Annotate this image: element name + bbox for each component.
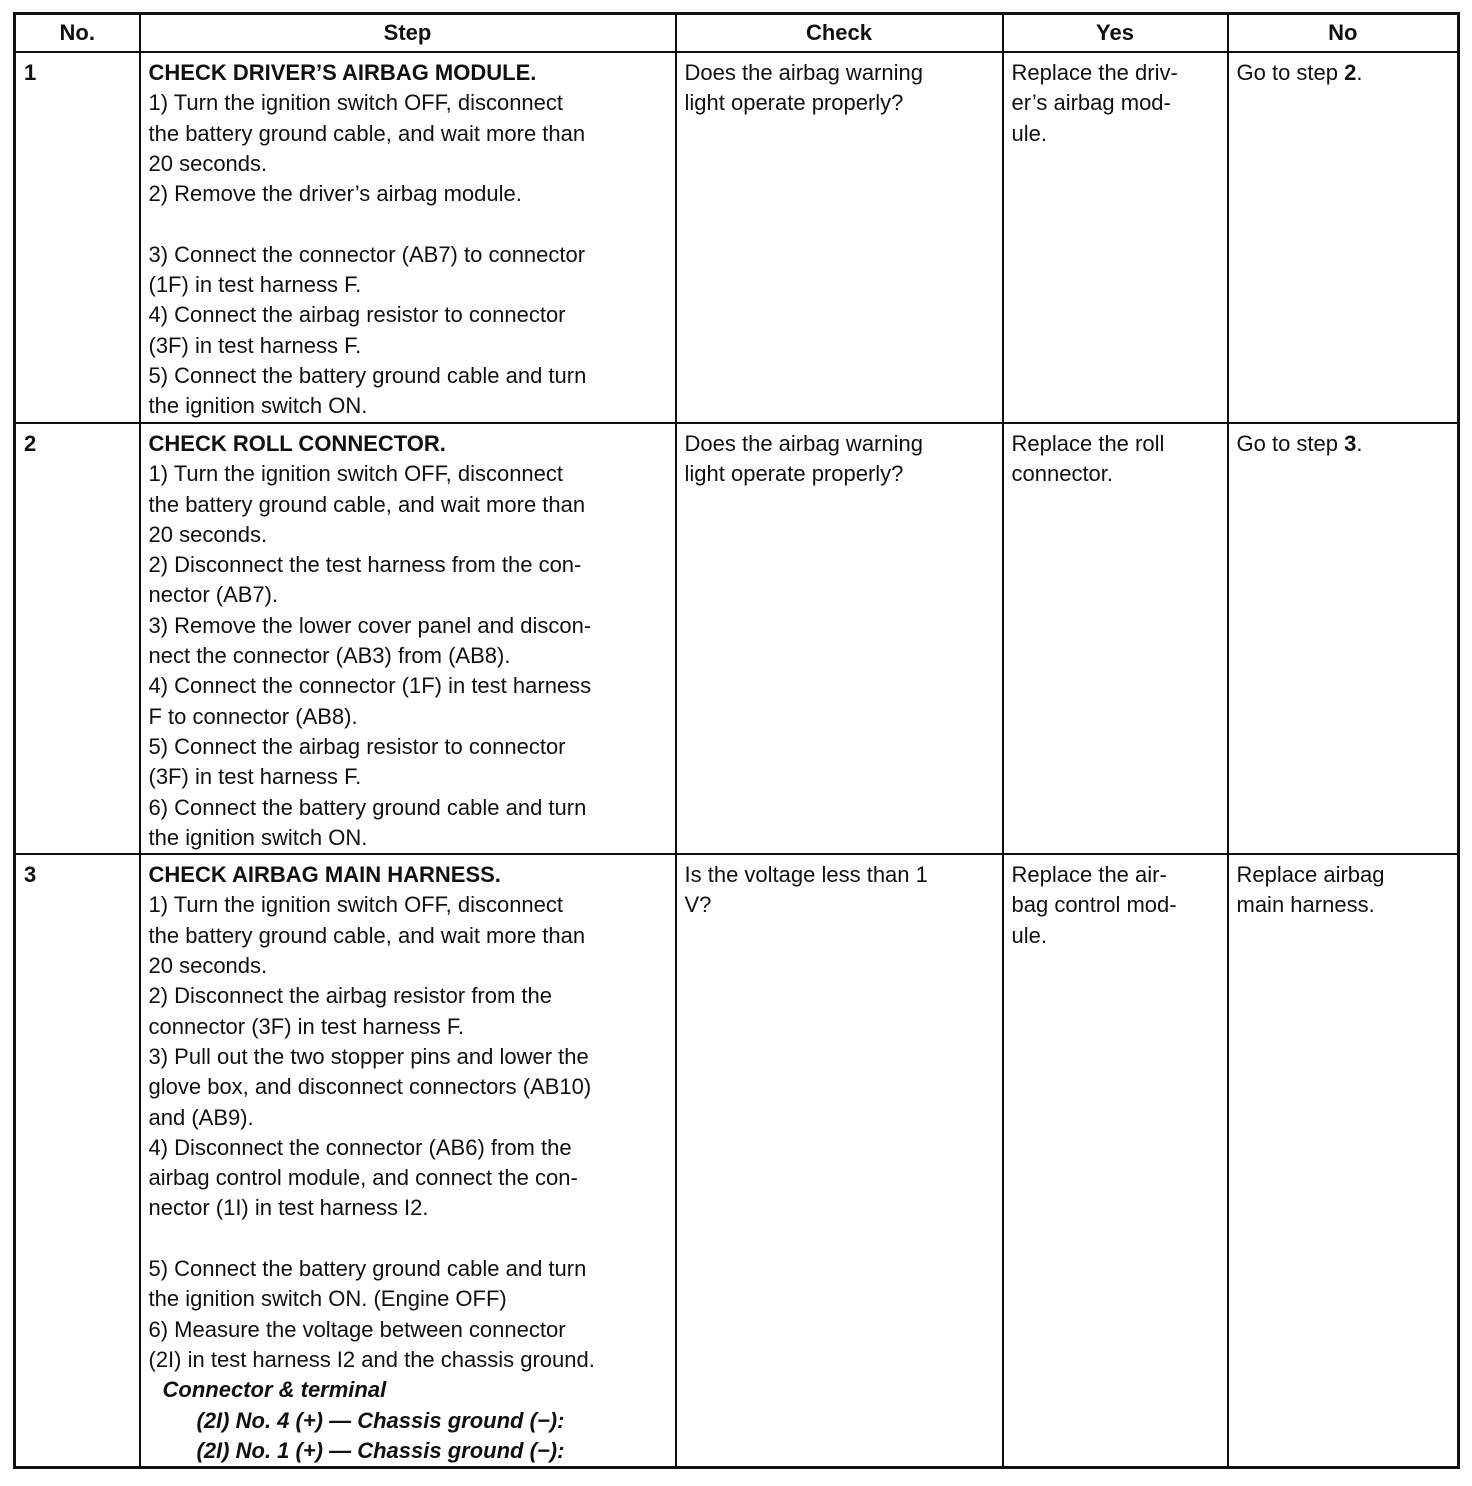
step-line: the battery ground cable, and wait more than [148, 491, 586, 517]
no-prefix: Go to step [1236, 60, 1345, 85]
yes-line: ule. [1011, 922, 1047, 948]
no-line: Replace airbag [1236, 862, 1385, 888]
yes-cell [1003, 52, 1228, 423]
diagnostic-table [13, 12, 1460, 1469]
yes-line: bag control mod- [1011, 892, 1177, 918]
header-no-answer: No [1228, 14, 1459, 53]
row-number: 1 [15, 52, 140, 423]
header-check: Check [676, 14, 1003, 53]
step-line: 2) Disconnect the airbag resistor from the [148, 983, 553, 1009]
check-cell [676, 52, 1003, 423]
no-suffix: . [1356, 431, 1363, 456]
step-line: 6) Connect the battery ground cable and turn [148, 794, 587, 820]
step-line: nect the connector (AB3) from (AB8). [148, 643, 511, 669]
no-cell [1228, 854, 1459, 1467]
header-yes: Yes [1003, 14, 1228, 53]
step-line: the ignition switch ON. [148, 393, 368, 419]
header-row [15, 14, 1459, 53]
yes-cell [1003, 854, 1228, 1467]
step-spacer [149, 209, 667, 239]
step-line: the battery ground cable, and wait more than [148, 120, 586, 146]
no-suffix: . [1356, 60, 1363, 85]
step-line: 5) Connect the battery ground cable and turn [148, 1256, 587, 1282]
step-line: (3F) in test harness F. [148, 332, 362, 358]
step-line: 4) Connect the connector (1F) in test harness [148, 673, 592, 699]
step-line: and (AB9). [148, 1104, 254, 1130]
step-line: the ignition switch ON. (Engine OFF) [148, 1286, 507, 1312]
header-no: No. [15, 14, 140, 53]
check-line: light operate properly? [684, 90, 904, 116]
step-line: 2) Disconnect the test harness from the con- [148, 552, 582, 578]
step-line: 20 seconds. [148, 521, 268, 547]
row-number: 3 [15, 854, 140, 1467]
step-title: CHECK ROLL CONNECTOR. [148, 431, 446, 456]
step-line: (3F) in test harness F. [148, 764, 362, 790]
step-line: nector (1I) in test harness I2. [148, 1195, 429, 1221]
step-spacer [149, 1224, 667, 1254]
step-line: the ignition switch ON. [148, 824, 368, 850]
no-cell [1228, 423, 1459, 854]
step-line: (1F) in test harness F. [148, 272, 362, 298]
step-line: the battery ground cable, and wait more than [148, 922, 586, 948]
step-line: 2) Remove the driver’s airbag module. [148, 181, 522, 207]
table-row [15, 854, 1459, 1467]
step-cell [140, 52, 676, 423]
step-title: CHECK AIRBAG MAIN HARNESS. [148, 862, 501, 888]
step-line: nector (AB7). [148, 582, 279, 608]
step-line: 20 seconds. [148, 953, 268, 979]
check-line: V? [684, 892, 712, 918]
step-line: airbag control module, and connect the con- [148, 1165, 578, 1191]
yes-line: Replace the air- [1011, 862, 1167, 888]
no-cell [1228, 52, 1459, 423]
yes-line: er’s airbag mod- [1011, 90, 1171, 116]
yes-line: ule. [1011, 120, 1047, 146]
yes-line: Replace the roll [1011, 431, 1165, 456]
yes-line: Replace the driv- [1011, 60, 1178, 85]
yes-line: connector. [1011, 461, 1114, 487]
check-cell [676, 423, 1003, 854]
step-line: 3) Connect the connector (AB7) to connector [148, 241, 586, 267]
step-line: 5) Connect the battery ground cable and turn [148, 362, 587, 388]
connector-terminal-line: (2I) No. 4 (+) — Chassis ground (−): [196, 1407, 565, 1433]
step-line: 1) Turn the ignition switch OFF, disconnect [148, 90, 564, 116]
step-title: CHECK DRIVER’S AIRBAG MODULE. [148, 60, 537, 85]
step-line: 20 seconds. [148, 150, 268, 176]
check-line: Does the airbag warning [684, 60, 923, 85]
no-line: main harness. [1236, 892, 1375, 918]
step-cell [140, 423, 676, 854]
table-row [15, 52, 1459, 423]
step-line: 5) Connect the airbag resistor to connector [148, 733, 566, 759]
row-number: 2 [15, 423, 140, 854]
step-line: 3) Remove the lower cover panel and discon- [148, 612, 592, 638]
step-line: F to connector (AB8). [148, 703, 358, 729]
next-step-number: 3 [1344, 431, 1357, 456]
step-line: glove box, and disconnect connectors (AB10) [148, 1074, 592, 1100]
step-line: 1) Turn the ignition switch OFF, disconnect [148, 461, 564, 487]
step-line: 1) Turn the ignition switch OFF, disconnect [148, 892, 564, 918]
step-cell [140, 854, 676, 1467]
header-step: Step [140, 14, 676, 53]
check-cell [676, 854, 1003, 1467]
no-prefix: Go to step [1236, 431, 1345, 456]
connector-terminal-title: Connector & terminal [162, 1377, 387, 1403]
step-line: (2I) in test harness I2 and the chassis ground. [148, 1346, 595, 1372]
step-line: 4) Connect the airbag resistor to connector [148, 302, 566, 328]
step-line: 4) Disconnect the connector (AB6) from the [148, 1134, 572, 1160]
check-line: Does the airbag warning [684, 431, 923, 456]
next-step-number: 2 [1344, 60, 1357, 85]
check-line: Is the voltage less than 1 [684, 862, 928, 888]
step-line: 3) Pull out the two stopper pins and lower the [148, 1043, 589, 1069]
table-row [15, 423, 1459, 854]
step-line: connector (3F) in test harness F. [148, 1013, 464, 1039]
yes-cell [1003, 423, 1228, 854]
connector-terminal-line: (2I) No. 1 (+) — Chassis ground (−): [196, 1437, 565, 1463]
step-line: 6) Measure the voltage between connector [148, 1316, 566, 1342]
check-line: light operate properly? [684, 461, 904, 487]
